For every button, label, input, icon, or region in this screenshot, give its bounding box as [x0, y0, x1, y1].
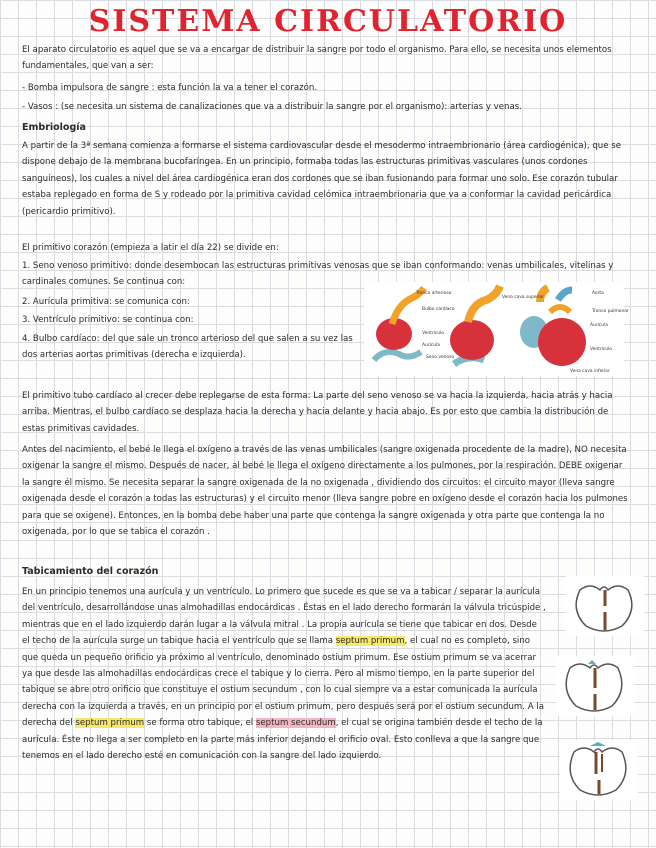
embriologia-paragraph-2: El primitivo corazón (empieza a latir el día 22) se divide en:: [22, 243, 279, 253]
tabicamiento-text-1: En un principio tenemos una aurícula y un ventrículo. Lo primero que sucede es que se va a tabicar / separar la aurícula del ventrículo, desarrollándose unas almohadillas endocárdicas . Éstas en el lado derecho formarán la válvula tricúspide , mientras que en el lado izquierdo darán lugar a la válvula mitral . La propia aurícula se tiene que tabicar en dos. Desde el techo de la aurícula surge un tabique hacia el ventrículo que se llama: [22, 587, 546, 647]
figure-label: Aurícula: [590, 323, 608, 328]
figure-label: Aurícula: [422, 343, 440, 348]
septation-drawing-1: [566, 576, 644, 636]
heading-tabicamiento: Tabicamiento del corazón: [22, 566, 159, 577]
tabicamiento-paragraph: [22, 584, 546, 764]
figure-label: Bulbo cardíaco: [422, 307, 455, 312]
highlight-septum-primum-2: septum primum: [75, 718, 145, 729]
embriologia-paragraph-4: Antes del nacimiento, el bebé le llega el oxígeno a través de las venas umbilicales (sangre oxigenada procedente de la madre), NO necesita oxigenar la sangre el mismo. Después de nacer, al bebé le llega el oxígeno directamente a los pulmones, por la respiración. DEBE oxigenar la sangre él mismo. Se necesita separar la sangre oxigenada de la no oxigenada , dividiendo dos circuitos: el circuito mayor (lleva sangre oxigenada desde el corazón a todas las estructuras) y el circuito menor (lleva sangre pobre en oxígeno desde el corazón hacia los pulmones para que se oxigene). Entonces, en la bomba debe haber una parte que contenga la sangre oxigenada y otra parte que contenga la no oxigenada, por lo que se tabica el corazón .: [22, 445, 628, 538]
intro-paragraph: El aparato circulatorio es aquel que se va a encargar de distribuir la sangre por todo el organismo. Para ello, se necesita unos elementos fundamentales, que van a ser:: [22, 45, 612, 72]
highlight-septum-secundum: septum secundum: [255, 718, 336, 729]
list-item-bulbo: 4. Bulbo cardíaco: del que sale un tronco arterioso del que salen a su vez las dos arterias aortas primitivas (derecha e izquierda).: [22, 334, 353, 361]
embriologia-paragraph-3: El primitivo tubo cardíaco al crecer debe replegarse de esta forma: La parte del seno venoso se va hacia la izquierda, hacia atrás y hacia arriba. Mientras, el bulbo cardíaco se desplaza hacia la derecha y hacia delante y hacia abajo. Es por esto que cambia la distribución de estas primitivas cavidades.: [22, 391, 613, 434]
list-item-ventriculo: 3. Ventrículo primitivo: se continua con:: [22, 315, 194, 325]
septation-drawing-3: [560, 740, 638, 800]
figure-label: Tronco arterioso: [416, 291, 452, 296]
list-item-auricula: 2. Aurícula primitiva: se comunica con:: [22, 297, 190, 307]
highlight-septum-primum: septum primum: [335, 636, 405, 647]
figure-label: Vena cava inferior: [570, 369, 610, 374]
figure-label: Aorta: [592, 291, 604, 296]
page-title: SISTEMA CIRCULATORIO: [88, 4, 568, 39]
intro-bullet-bomba: - Bomba impulsora de sangre : esta función la va a tener el corazón.: [22, 83, 318, 93]
embriologia-paragraph-1: A partir de la 3ª semana comienza a formarse el sistema cardiovascular desde el mesodermo intraembrionario (área cardiogénica), que se dispone debajo de la membrana bucofaríngea. En un principio, formaba todas las estructuras primitivas vasculares (unos cordones sanguíneos), los cuales a nivel del área cardiogénica eran dos cordones que se iban fusionando para formar uno solo. Ese corazón tubular estaba replegado en forma de S y rodeado por la primitiva cavidad celómica intraembrionaria que va a conformar la cavidad pericárdica (pericardio primitivo).: [22, 141, 622, 217]
intro-bullet-vasos: - Vasos : (se necesita un sistema de canalizaciones que va a distribuir la sangre por el organismo): arterias y venas.: [22, 102, 522, 112]
tabicamiento-text-3: se forma otro tabique, el: [146, 718, 254, 729]
figure-label: Vena cava superior: [502, 295, 545, 300]
tabicamiento-text-2: , el cual no es completo, sino que queda un pequeño orificio ya próximo al ventrículo, denominado ostium primum. Ese ostium primum se va acerrar ya que desde las almohadillas endocárdicas crece el tabique y lo cierra. Pero al mismo tiempo, en la parte superior del tabique se abre otro orificio que constituye el ostium secundum , con lo cual siempre va a estar comunicada la aurícula derecha con la izquierda a través, en un principio por el ostium primum, pero después será por el ostium secundum. A la derecha del: [22, 636, 544, 729]
septation-drawing-2: [556, 656, 634, 716]
figure-label: Tronco pulmonar: [592, 309, 629, 314]
list-item-seno-venoso: 1. Seno venoso primitivo: donde desembocan las estructuras primitivas venosas que se iban conformando: venas umbilicales, vitelinas y cardinales comunes. Se continua con:: [22, 261, 614, 288]
tabicamiento-text-4: , el cual se origina también desde el techo de la aurícula. Éste no llega a ser completo en la parte más inferior dejando el orificio oval. Esto conlleva a que la sangre que tenemos en el lado derecho esté en comunicación con la sangre del lado izquierdo.: [22, 718, 543, 762]
figure-label: Ventrículo: [422, 331, 444, 336]
heading-embriologia: Embriología: [22, 122, 86, 133]
heart-development-illustration: [364, 282, 629, 376]
figure-label: Seno venoso: [426, 355, 455, 360]
figure-label: Ventrículo: [590, 347, 612, 352]
